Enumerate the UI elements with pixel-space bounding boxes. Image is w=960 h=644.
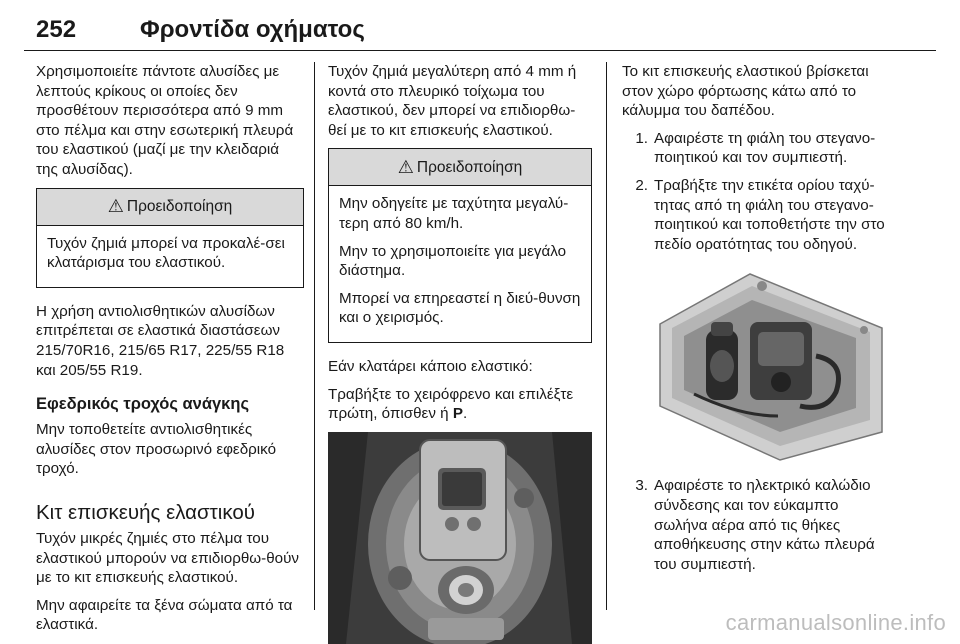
damage-limit-text: Τυχόν ζημιά μεγαλύτερη από 4 mm ή κοντά στο πλευρικό τοίχωμα του ελαστικού, δεν μπορεί να επιδιορθω-θεί με το κιτ επισκευής ελαστικού. [328, 63, 577, 139]
page-number: 252 [36, 16, 77, 43]
spare-wheel-text: Μην τοποθετείτε αντιολισθητικές αλυσίδες στον προσωρινό εφεδρικό τροχό. [36, 421, 277, 478]
warning-header [37, 189, 303, 226]
watermark: carmanualsonline.info [725, 610, 946, 635]
warning-text: Μπορεί να επηρεαστεί η διεύ-θυνση και ο χειρισμός. [339, 289, 581, 327]
column-left [36, 62, 304, 643]
repair-kit-text: Τυχόν μικρές ζημιές στο πέλμα του ελαστικού μπορούν να επιδιορθω-θούν με το κιτ επισκευής ελαστικού. [36, 529, 299, 587]
warning-text: Τυχόν ζημιά μπορεί να προκαλέ-σει κλατάρισμα του ελαστικού. [47, 234, 285, 272]
page-title: Φροντίδα οχήματος [140, 16, 365, 43]
chains-intro: Χρησιμοποιείτε πάντοτε αλυσίδες με λεπτούς κρίκους οι οποίες δεν προσθέτουν περισσότερα από 9 mm στο πέλμα και στην εσωτερική πλευρά του ελαστικού (μαζί με την κλειδαριά της αλυσίδας). [36, 63, 294, 178]
column-divider [606, 62, 607, 610]
repair-kit-heading: Κιτ επισκευής ελαστικού [36, 500, 255, 524]
warning-header [329, 149, 591, 186]
kit-location-text: Το κιτ επισκευής ελαστικού βρίσκεται στον χώρο φόρτωσης κάτω από το κάλυμμα του δαπέδου. [622, 63, 869, 120]
column-middle [328, 62, 592, 644]
flat-tyre-text: Εάν κλατάρει κάποιο ελαστικό: [328, 357, 533, 375]
column-right [622, 62, 890, 582]
list-item: 3. Αφαιρέστε το ηλεκτρικό καλώδιο σύνδεσης και τον εύκαμπτο σωλήνα αέρα από τις θήκες αποθήκευσης στην κάτω πλευρά του συμπιεστή. [635, 477, 875, 573]
warning-text: Μην οδηγείτε με ταχύτητα μεγαλύ-τερη από 80 km/h. [339, 195, 569, 232]
page-header [24, 16, 936, 51]
warning-triangle-icon: ⚠ [397, 156, 414, 177]
chains-sizes: Η χρήση αντιολισθητικών αλυσίδων επιτρέπεται σε ελαστικά διαστάσεων 215/70R16, 215/65 R17, 225/55 R18 και 205/55 R19. [36, 302, 285, 379]
warning-box [36, 188, 304, 288]
list-item: 2. Τραβήξτε την ετικέτα ορίου ταχύ-τητας από τη φιάλη του στεγανο-ποιητικού και τοποθετήστε την στο πεδίο ορατότητας του οδηγού. [635, 176, 885, 253]
warning-title: Προειδοποίηση [126, 197, 233, 215]
boot-floor-photo [328, 432, 592, 644]
warning-text: Μην το χρησιμοποιείτε για μεγάλο διάστημα. [339, 242, 567, 280]
repair-kit-photo [650, 266, 890, 462]
warning-title: Προειδοποίηση [416, 158, 523, 176]
column-divider [314, 62, 315, 610]
handbrake-text: Τραβήξτε το χειρόφρενο και επιλέξτε πρώτη, όπισθεν ή P. [328, 385, 574, 423]
steps-list [622, 476, 890, 574]
warning-box [328, 148, 592, 343]
warning-triangle-icon: ⚠ [107, 195, 124, 216]
steps-list [622, 129, 890, 255]
list-item: 1. Αφαιρέστε τη φιάλη του στεγανο-ποιητικού και τον συμπιεστή. [635, 129, 876, 167]
repair-kit-note: Μην αφαιρείτε τα ξένα σώματα από τα ελαστικά. [36, 596, 293, 634]
spare-wheel-heading: Εφεδρικός τροχός ανάγκης [36, 395, 250, 414]
